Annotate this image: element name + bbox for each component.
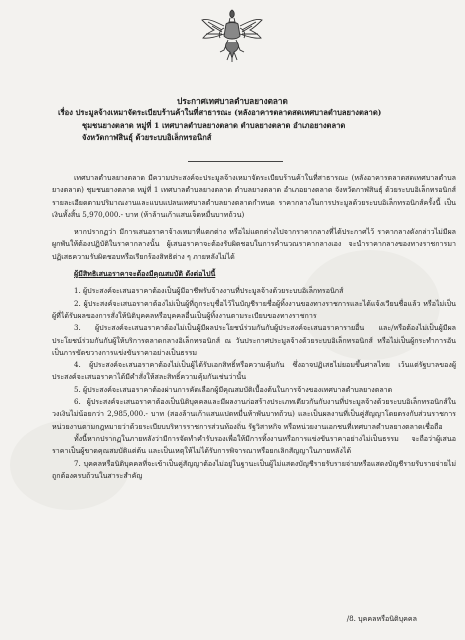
paragraph-condition: ทั้งนี้หากปรากฏในภายหลังว่ามีการจัดทำคำรับรองเพื่อให้มีการทิ้งงานหรือการแข่งขันราคาอย่างไม่เป็นธรรม จะถือว่าผู้เสนอราคาเป็นผู้ขาดคุณสมบัติแต่ต้น และเป็นเหตุให้ไม่ได้รับการพิจารณาหรือยกเลิกสัญญาในภายหลังได้ <box>52 433 456 456</box>
qualification-item: 6. ผู้ประสงค์จะเสนอราคาต้องเป็นนิติบุคคลและมีผลงานก่อสร้างประเภทเดียวกันกับงานที่ประมูลจ้างด้วยระบบอิเล็กทรอนิกส์ในวงเงินไม่น้อยกว่า 2,985,000.- บาท (สองล้านเก้าแสนแปดหมื่นห้าพันบาทถ้วน) และเป็นผลงานที่เป็นคู่สัญญาโดยตรงกับส่วนราชการ หน่วยงานตามกฎหมายว่าด้วยระเบียบบริหารราชการส่วนท้องถิ่น รัฐวิสาหกิจ หรือหน่วยงานเอกชนที่เทศบาลตำบลยางตลาดเชื่อถือ <box>52 397 456 431</box>
divider-line <box>188 161 283 162</box>
subject-line-2: ชุมชนยางตลาด หมู่ที่ 1 เทศบาลตำบลยางตลาด ตำบลยางตลาด อำเภอยางตลาด <box>82 120 346 130</box>
announcement-title: ประกาศเทศบาลตำบลยางตลาด <box>177 96 288 106</box>
qualification-item: 1. ผู้ประสงค์จะเสนอราคาต้องเป็นผู้มีอาชีพรับจ้างงานที่ประมูลจ้างด้วยระบบอิเล็กทรอนิกส์ <box>74 286 344 296</box>
paragraph-intro: เทศบาลตำบลยางตลาด มีความประสงค์จะประมูลจ้างเหมาจัดระเบียบร้านค้าในที่สาธารณะ (หลังอาคารตลาดสดเทศบาลตำบลยางตลาด) ชุมชนยางตลาด หมู่ที่ 1 เทศบาลตำบลยางตลาด ตำบลยางตลาด อำเภอยางตลาด จังหวัดกาฬสินธุ์ ด้วยระบบอิเล็กทรอนิกส์ รายละเอียดตามปริมาณงานและแบบแปลนเทศบาลตำบลยางตลาดกำหนด ราคากลางในการประมูลด้วยระบบอิเล็กทรอนิกส์ครั้งนี้ เป็นเงินทั้งสิ้น 5,970,000.- บาท (ห้าล้านเก้าแสนเจ็ดหมื่นบาทถ้วน) <box>52 173 456 219</box>
paragraph-median-price: หากปรากฏว่า มีการเสนอราคาจ้างเหมาที่แตกต่าง หรือไม่แตกต่างไปจากราคากลางที่ได้ประกาศไว้ ราคากลางดังกล่าวไม่มีผลผูกพันให้ต้องปฏิบัติในราคากลางนั้น ผู้เสนอราคาจะต้องรับผิดชอบในการคำนวณราคากลางเอง จะนำราคากลางของทางราชการมาปฏิเสธความรับผิดชอบหรือเรียกร้องสิทธิต่าง ๆ ภายหลังไม่ได้ <box>52 227 456 261</box>
continuation-note: /8. บุคคลหรือนิติบุคคล <box>346 614 417 623</box>
announcement-body <box>52 172 456 482</box>
announcement-subject <box>58 107 453 145</box>
qualification-item: 4. ผู้ประสงค์จะเสนอราคาต้องไม่เป็นผู้ได้รับเอกสิทธิ์หรือความคุ้มกัน ซึ่งอาจปฏิเสธไม่ยอมขึ้นศาลไทย เว้นแต่รัฐบาลของผู้ประสงค์จะเสนอราคาได้มีคำสั่งให้สละสิทธิ์ความคุ้มกันเช่นว่านั้น <box>52 360 456 382</box>
qualification-item: 5. ผู้ประสงค์จะเสนอราคาต้องผ่านการคัดเลือกผู้มีคุณสมบัติเบื้องต้นในการจ้างของเทศบาลตำบลยางตลาด <box>74 384 393 394</box>
qualification-item: 7. บุคคลหรือนิติบุคคลที่จะเข้าเป็นคู่สัญญาต้องไม่อยู่ในฐานะเป็นผู้ไม่แสดงบัญชีรายรับรายจ่ายหรือแสดงบัญชีรายรับรายจ่ายไม่ถูกต้องครบถ้วนในสาระสำคัญ <box>52 458 456 480</box>
subject-line-1: เรื่อง ประมูลจ้างเหมาจัดระเบียบร้านค้าในที่สาธารณะ (หลังอาคารตลาดสดเทศบาลตำบลยางตลาด) <box>58 108 382 117</box>
garuda-emblem-icon <box>200 6 264 64</box>
qualifications-heading: ผู้มีสิทธิเสนอราคาจะต้องมีคุณสมบัติ ดังต่อไปนี้ <box>74 269 216 279</box>
qualification-item: 3. ผู้ประสงค์จะเสนอราคาต้องไม่เป็นผู้มีผลประโยชน์ร่วมกันกับผู้ประสงค์จะเสนอราคารายอื่น และ/หรือต้องไม่เป็นผู้มีผลประโยชน์ร่วมกันกับผู้ให้บริการตลาดกลางอิเล็กทรอนิกส์ ณ วันประกาศประมูลจ้างด้วยระบบอิเล็กทรอนิกส์ หรือไม่เป็นผู้กระทำการอันเป็นการขัดขวางการแข่งขันราคาอย่างเป็นธรรม <box>52 323 456 357</box>
qualification-item: 2. ผู้ประสงค์จะเสนอราคาต้องไม่เป็นผู้ที่ถูกระบุชื่อไว้ในบัญชีรายชื่อผู้ทิ้งงานของทางราชการและได้แจ้งเวียนชื่อแล้ว หรือไม่เป็นผู้ที่ได้รับผลของการสั่งให้นิติบุคคลหรือบุคคลอื่นเป็นผู้ทิ้งงานตามระเบียบของทางราชการ <box>52 298 456 320</box>
subject-line-3: จังหวัดกาฬสินธุ์ ด้วยระบบอิเล็กทรอนิกส์ <box>82 133 212 143</box>
